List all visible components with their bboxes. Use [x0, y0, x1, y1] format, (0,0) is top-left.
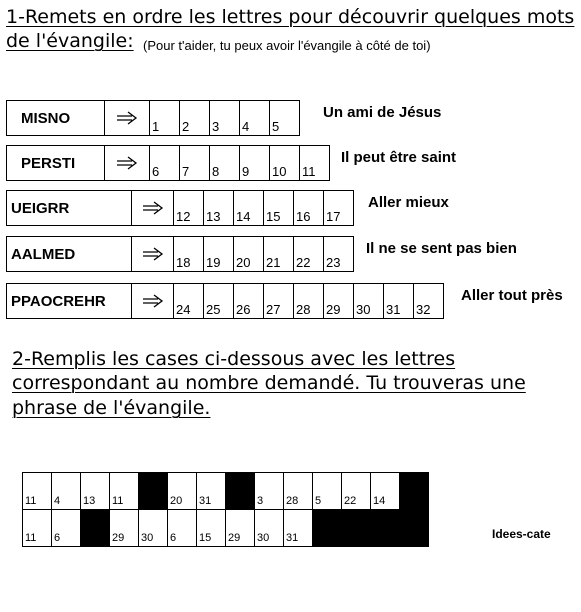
- grid-cell[interactable]: [167, 509, 197, 547]
- grid-cell[interactable]: [167, 472, 197, 510]
- grid-cell[interactable]: [254, 509, 284, 547]
- grid-cell-number: 6: [54, 532, 61, 544]
- grid-cell[interactable]: [196, 509, 226, 547]
- letter-box-number: 11: [302, 164, 316, 179]
- grid-cell-number: 29: [112, 532, 125, 544]
- arrow-cell: [131, 190, 174, 226]
- letter-box-number: 28: [296, 302, 311, 317]
- grid-black-cell: [312, 509, 342, 547]
- credit-label: Idees-cate: [492, 527, 551, 541]
- letter-box-number: 5: [272, 119, 280, 134]
- grid-cell[interactable]: [80, 472, 110, 510]
- letter-box-number: 12: [176, 209, 191, 224]
- grid-cell[interactable]: [51, 472, 81, 510]
- part1-title-line1: 1-Remets en ordre les lettres pour découvrir quelques mots: [6, 6, 575, 28]
- grid-cell[interactable]: [51, 509, 81, 547]
- letter-box[interactable]: [173, 190, 204, 226]
- grid-cell[interactable]: [283, 472, 313, 510]
- scrambled-word: UEIGRR: [6, 190, 132, 226]
- grid-cell[interactable]: [254, 472, 284, 510]
- letter-box[interactable]: [323, 236, 354, 272]
- arrow-cell: [104, 100, 150, 136]
- letter-box[interactable]: [233, 283, 264, 319]
- letter-box-number: 10: [272, 164, 287, 179]
- scrambled-word: MISNO: [6, 100, 105, 136]
- grid-cell[interactable]: [225, 509, 255, 547]
- grid-black-cell: [370, 509, 400, 547]
- letter-box[interactable]: [173, 236, 204, 272]
- grid-black-cell: [341, 509, 371, 547]
- scrambled-word: PERSTI: [6, 145, 105, 181]
- grid-cell[interactable]: [109, 509, 139, 547]
- grid-cell-number: 11: [112, 495, 124, 507]
- letter-box[interactable]: [233, 190, 264, 226]
- clue-text: Il ne se sent pas bien: [366, 240, 517, 257]
- part1-note: (Pour t'aider, tu peux avoir l'évangile à côté de toi): [143, 38, 431, 53]
- scrambled-word: AALMED: [6, 236, 132, 272]
- arrow-cell: [131, 236, 174, 272]
- part1-title-line2: de l'évangile:: [6, 30, 134, 52]
- letter-box-number: 26: [236, 302, 251, 317]
- clue-text: Aller tout près: [461, 287, 563, 304]
- letter-box[interactable]: [263, 283, 294, 319]
- letter-box-number: 21: [266, 255, 281, 270]
- letter-box-number: 18: [176, 255, 191, 270]
- letter-box-number: 15: [266, 209, 281, 224]
- letter-box[interactable]: [293, 283, 324, 319]
- grid-cell-number: 6: [170, 532, 177, 544]
- part2-title-line1: 2-Remplis les cases ci-dessous avec les lettres: [12, 348, 456, 370]
- letter-box-number: 8: [212, 164, 220, 179]
- grid-cell[interactable]: [22, 472, 52, 510]
- letter-box[interactable]: [323, 190, 354, 226]
- letter-box-number: 17: [326, 209, 341, 224]
- letter-box[interactable]: [203, 190, 234, 226]
- letter-box[interactable]: [239, 100, 270, 136]
- grid-cell-number: 29: [228, 532, 241, 544]
- letter-box-number: 1: [152, 119, 160, 134]
- letter-box[interactable]: [413, 283, 444, 319]
- letter-box[interactable]: [293, 190, 324, 226]
- grid-cell-number: 31: [286, 532, 299, 544]
- letter-box-number: 19: [206, 255, 221, 270]
- right-arrow-icon: [142, 293, 164, 309]
- right-arrow-icon: [142, 246, 164, 262]
- letter-box-number: 24: [176, 302, 191, 317]
- letter-box-number: 29: [326, 302, 341, 317]
- letter-box-number: 25: [206, 302, 221, 317]
- grid-cell-number: 5: [315, 495, 322, 507]
- grid-cell[interactable]: [283, 509, 313, 547]
- letter-box[interactable]: [149, 100, 180, 136]
- part2-title-line2: correspondant au nombre demandé. Tu trouveras une: [12, 372, 526, 394]
- letter-box-number: 13: [206, 209, 221, 224]
- letter-box-number: 2: [182, 119, 190, 134]
- grid-black-cell: [225, 472, 255, 510]
- right-arrow-icon: [116, 155, 138, 171]
- grid-cell-number: 30: [257, 532, 270, 544]
- letter-box[interactable]: [353, 283, 384, 319]
- grid-cell-number: 31: [199, 495, 212, 507]
- grid-cell[interactable]: [370, 472, 400, 510]
- letter-box-number: 32: [416, 302, 431, 317]
- grid-cell[interactable]: [196, 472, 226, 510]
- grid-cell-number: 13: [83, 495, 96, 507]
- letter-box-number: 20: [236, 255, 251, 270]
- grid-cell-number: 28: [286, 495, 299, 507]
- letter-box[interactable]: [233, 236, 264, 272]
- letter-box-number: 4: [242, 119, 250, 134]
- clue-text: Un ami de Jésus: [323, 104, 442, 121]
- arrow-cell: [104, 145, 150, 181]
- clue-text: Il peut être saint: [341, 149, 457, 166]
- grid-black-cell: [138, 472, 168, 510]
- letter-box-number: 31: [386, 302, 401, 317]
- letter-box[interactable]: [299, 145, 330, 181]
- right-arrow-icon: [116, 110, 138, 126]
- letter-box[interactable]: [293, 236, 324, 272]
- letter-box-number: 30: [356, 302, 371, 317]
- grid-cell-number: 4: [54, 495, 61, 507]
- scrambled-word: PPAOCREHR: [6, 283, 132, 319]
- grid-cell[interactable]: [109, 472, 139, 510]
- grid-cell-number: 20: [170, 495, 183, 507]
- right-arrow-icon: [142, 200, 164, 216]
- letter-box[interactable]: [263, 236, 294, 272]
- letter-box-number: 9: [242, 164, 250, 179]
- clue-text: Aller mieux: [368, 194, 449, 211]
- grid-cell-number: 22: [344, 495, 357, 507]
- grid-cell-number: 30: [141, 532, 154, 544]
- grid-cell[interactable]: [138, 509, 168, 547]
- letter-box[interactable]: [179, 145, 210, 181]
- grid-black-cell: [80, 509, 110, 547]
- grid-black-cell: [399, 509, 429, 547]
- letter-box[interactable]: [179, 100, 210, 136]
- letter-box[interactable]: [149, 145, 180, 181]
- letter-box-number: 6: [152, 164, 160, 179]
- grid-cell[interactable]: [22, 509, 52, 547]
- letter-box[interactable]: [239, 145, 270, 181]
- letter-box[interactable]: [263, 190, 294, 226]
- letter-box[interactable]: [383, 283, 414, 319]
- letter-box[interactable]: [209, 100, 240, 136]
- letter-box[interactable]: [173, 283, 204, 319]
- letter-box[interactable]: [203, 283, 234, 319]
- letter-box-number: 3: [212, 119, 220, 134]
- letter-box-number: 16: [296, 209, 311, 224]
- arrow-cell: [131, 283, 174, 319]
- grid-cell-number: 15: [199, 532, 212, 544]
- grid-cell-number: 3: [257, 495, 264, 507]
- letter-box[interactable]: [323, 283, 354, 319]
- grid-black-cell: [399, 472, 429, 510]
- part2-title-line3: phrase de l'évangile.: [12, 397, 211, 419]
- letter-box-number: 27: [266, 302, 281, 317]
- grid-cell[interactable]: [312, 472, 342, 510]
- letter-box[interactable]: [209, 145, 240, 181]
- letter-box-number: 22: [296, 255, 311, 270]
- letter-box[interactable]: [203, 236, 234, 272]
- letter-box-number: 14: [236, 209, 251, 224]
- letter-box[interactable]: [269, 100, 300, 136]
- grid-cell-number: 14: [373, 495, 386, 507]
- letter-box-number: 7: [182, 164, 190, 179]
- grid-cell-number: 11: [25, 495, 37, 507]
- letter-box-number: 23: [326, 255, 341, 270]
- letter-box[interactable]: [269, 145, 300, 181]
- grid-cell-number: 11: [25, 532, 37, 544]
- grid-cell[interactable]: [341, 472, 371, 510]
